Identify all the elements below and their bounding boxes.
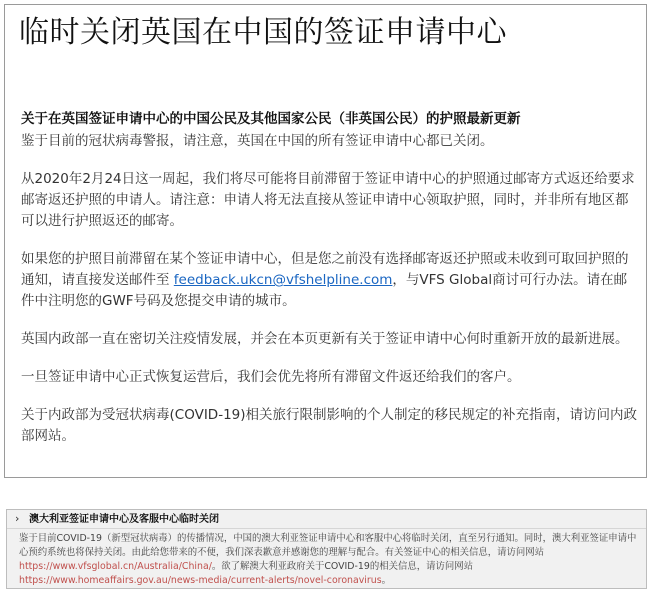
notice-paragraph-guidance: 关于内政部为受冠状病毒(COVID-19)相关旅行限制影响的个人制定的移民规定的补充指南，请访问内政部网站。 — [21, 407, 638, 444]
notice-content — [21, 109, 637, 464]
vfs-australia-link[interactable]: https://www.vfsglobal.cn/Australia/China/ — [19, 561, 212, 572]
chevron-right-icon[interactable]: › — [15, 512, 20, 525]
notice-heading: 关于在英国签证申请中心的中国公民及其他国家公民（非英国公民）的护照最新更新 — [21, 111, 521, 127]
notice-paragraph-updates: 英国内政部一直在密切关注疫情发展，并会在本页更新有关于签证申请中心何时重新开放的最新进展。 — [21, 331, 629, 347]
australia-text-after: 。 — [381, 575, 391, 586]
homeaffairs-link[interactable]: https://www.homeaffairs.gov.au/news-media/current-alerts/novel-coronavirus — [19, 575, 382, 586]
notice-paragraph-contact — [21, 249, 637, 312]
australia-notice-body — [19, 532, 641, 588]
australia-text-before: 鉴于目前COVID-19（新型冠状病毒）的传播情况，中国的澳大利亚签证申请中心和客服中心将临时关闭，直至另行通知。同时，澳大利亚签证申请中心预约系统也将保持关闭。由此给您带来的不便，我们深表歉意并感谢您的理解与配合。有关签证中心的相关信息，请访问网站 — [19, 533, 637, 558]
contact-text-after: ，与VFS Global商讨可行办法。请在邮件中注明您的GWF号码及您提交申请的城市。 — [21, 272, 628, 309]
australia-notice-title: 澳大利亚签证申请中心及客服中心临时关闭 — [29, 514, 219, 525]
contact-text-before: 如果您的护照目前滞留在某个签证申请中心，但是您之前没有选择邮寄返还护照或未收到可取回护照的通知，请直接发送邮件至 — [21, 251, 629, 288]
australia-notice-panel — [6, 509, 647, 589]
uk-notice-panel — [4, 4, 647, 478]
australia-notice-header[interactable] — [7, 510, 646, 529]
australia-text-middle: 。欲了解澳大利亚政府关于COVID-19的相关信息，请访问网站 — [211, 561, 473, 572]
notice-paragraph-priority: 一旦签证申请中心正式恢复运营后，我们会优先将所有滞留文件返还给我们的客户。 — [21, 369, 521, 385]
page-title: 临时关闭英国在中国的签证申请中心 — [19, 15, 507, 50]
feedback-email-link[interactable]: feedback.ukcn@vfshelpline.com — [173, 272, 393, 288]
notice-paragraph-mail-return: 从2020年2月24日这一周起，我们将尽可能将目前滞留于签证申请中心的护照通过邮寄方式返还给要求邮寄返还护照的申请人。请注意：申请人将无法直接从签证申请中心领取护照，同时，并非所有地区都可以进行护照返还的邮寄。 — [21, 171, 635, 229]
notice-paragraph-closure: 鉴于目前的冠状病毒警报，请注意，英国在中国的所有签证申请中心都已关闭。 — [21, 133, 494, 149]
